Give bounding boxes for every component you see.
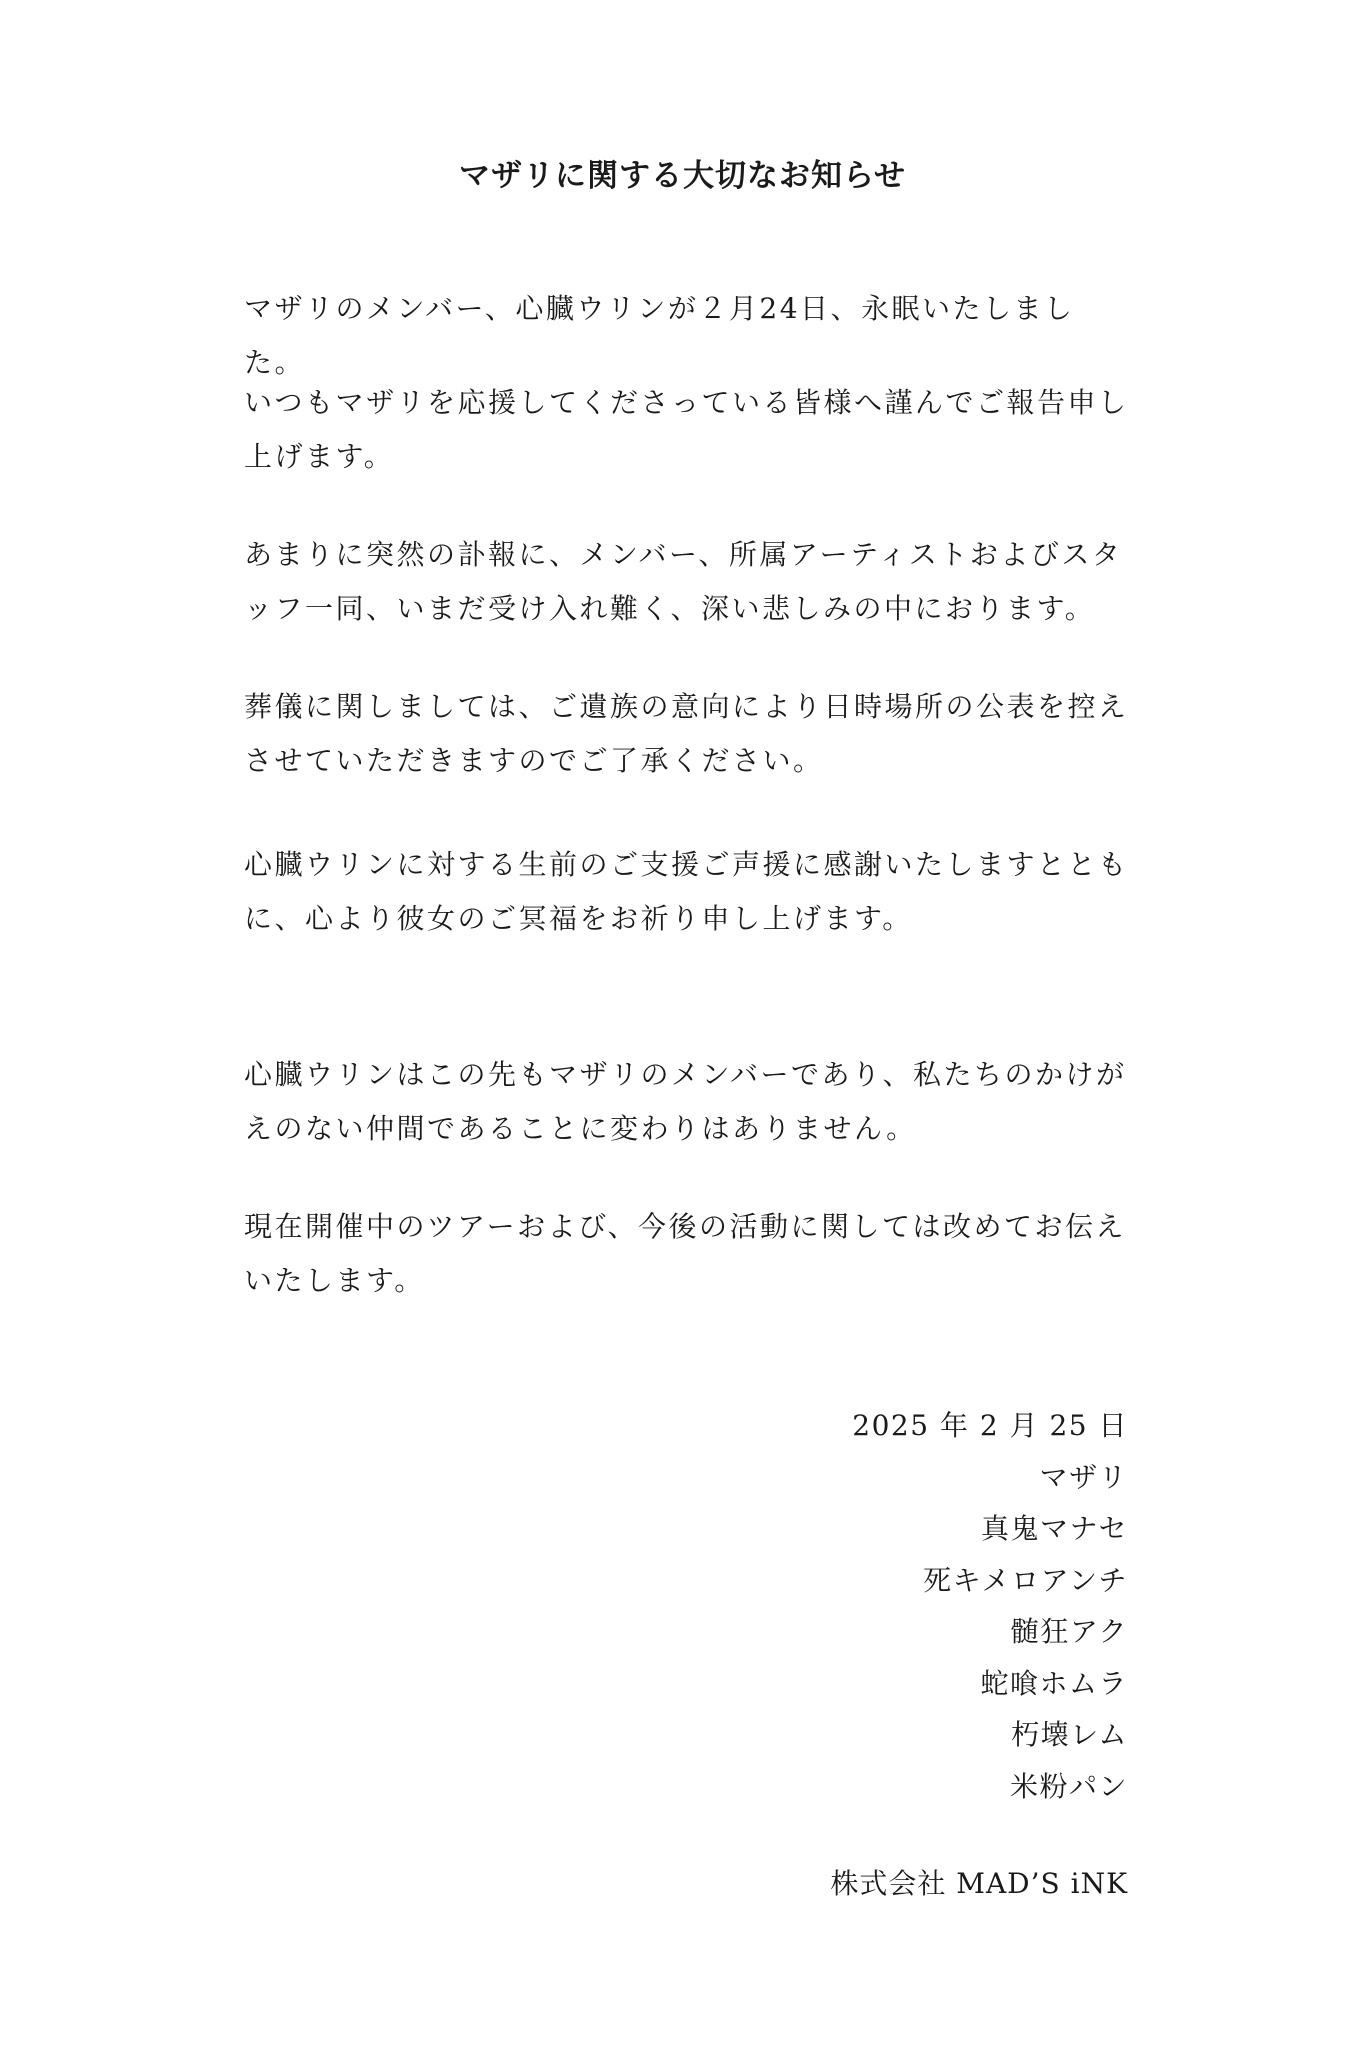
paragraph-funeral: 葬儀に関しましては、ご遺族の意向により日時場所の公表を控え させていただきますのでご了承ください。 [244, 690, 1129, 777]
signature-member: 真鬼マナセ [981, 1512, 1128, 1545]
paragraph-member-forever: 心臓ウリンはこの先もマザリのメンバーであり、私たちのかけが えのない仲間であることに変わりはありません。 [244, 1058, 1127, 1145]
signature-group: マザリ [1039, 1460, 1128, 1494]
signature-member: 米粉パン [1009, 1769, 1128, 1803]
signature-member: 死キメロアンチ [923, 1563, 1128, 1597]
paragraph-tour: 現在開催中のツアーおよび、今後の活動に関しては改めてお伝え いたします。 [244, 1210, 1126, 1297]
signature-block [852, 1400, 1128, 1812]
paragraph-report: いつもマザリを応援してくださっている皆様へ謹んでご報告申し 上げます。 [244, 386, 1129, 473]
company-name: 株式会社 MAD’S iNK [830, 1867, 1128, 1900]
signature-date: 2025 年 2 月 25 日 [852, 1409, 1128, 1442]
paragraph-gratitude: 心臓ウリンに対する生前のご支援ご声援に感謝いたしますととも に、心より彼女のご冥福をお祈り申し上げます。 [244, 848, 1129, 935]
signature-member: 蛇喰ホムラ [980, 1666, 1128, 1700]
signature-member: 朽壊レム [1011, 1718, 1128, 1751]
notice-title: マザリに関する大切なお知らせ [458, 158, 907, 194]
paragraph-grief: あまりに突然の訃報に、メンバー、所属アーティストおよびスタ ッフ一同、いまだ受け入れ難く、深い悲しみの中におります。 [244, 538, 1123, 625]
paragraph-announcement: マザリのメンバー、心臓ウリンが２月24日、永眠いたしました。 [244, 292, 1075, 379]
signature-member: 髄狂アク [1010, 1615, 1128, 1648]
